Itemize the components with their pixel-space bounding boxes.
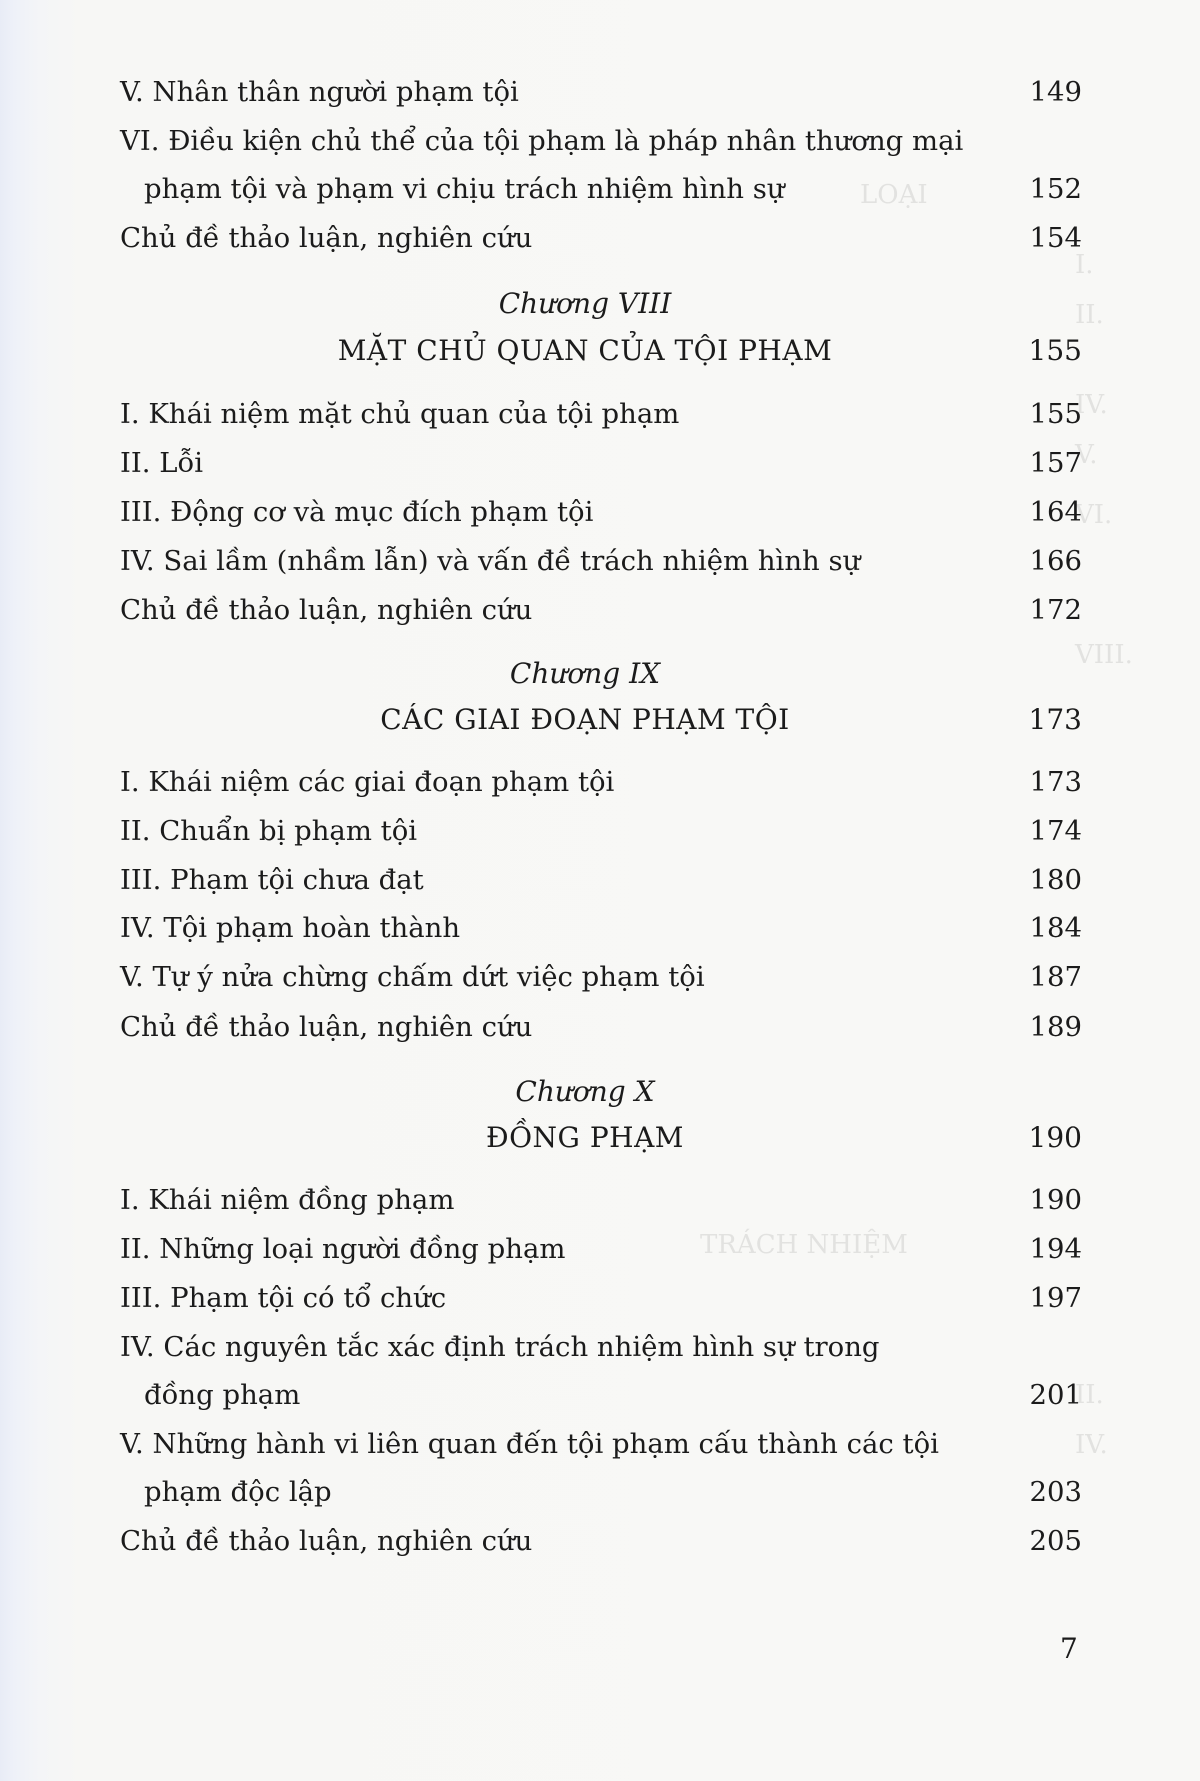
- toc-entry-page: 157: [1029, 447, 1082, 479]
- page-number: 7: [1060, 1632, 1078, 1665]
- toc-entry[interactable]: [120, 1182, 1082, 1218]
- toc-entry[interactable]: [120, 1329, 1082, 1365]
- toc-entry-page: 174: [1029, 815, 1082, 847]
- toc-entry[interactable]: [120, 445, 1082, 481]
- toc-entry-label: IV. Các nguyên tắc xác định trách nhiệm hình sự trong: [120, 1331, 880, 1363]
- toc-entry-page: 149: [1029, 76, 1082, 108]
- toc-entry[interactable]: [120, 396, 1082, 432]
- toc-entry-label: II. Những loại người đồng phạm: [120, 1233, 566, 1265]
- toc-entry[interactable]: [120, 123, 1082, 159]
- toc-entry-continuation[interactable]: [120, 171, 1082, 207]
- toc-entry-page: 189: [1029, 1011, 1082, 1043]
- toc-entry-label: II. Lỗi: [120, 447, 204, 479]
- toc-entry[interactable]: [120, 813, 1082, 849]
- toc-entry-page: 190: [1029, 1184, 1082, 1216]
- chapter-page: 190: [1028, 1121, 1082, 1154]
- toc-entry[interactable]: [120, 74, 1082, 110]
- toc-entry-label: Chủ đề thảo luận, nghiên cứu: [120, 1525, 533, 1557]
- toc-entry-page: 197: [1029, 1282, 1082, 1314]
- toc-entry-page: 205: [1029, 1525, 1082, 1557]
- toc-entry-label: V. Tự ý nửa chừng chấm dứt việc phạm tội: [120, 961, 705, 993]
- toc-entry[interactable]: [120, 1231, 1082, 1267]
- toc-entry-label: II. Chuẩn bị phạm tội: [120, 815, 418, 847]
- toc-entry[interactable]: [120, 592, 1082, 628]
- toc-entry-label: III. Động cơ và mục đích phạm tội: [120, 496, 594, 528]
- toc-entry-label: Chủ đề thảo luận, nghiên cứu: [120, 1011, 533, 1043]
- toc-entry-label: VI. Điều kiện chủ thể của tội phạm là pháp nhân thương mại: [120, 125, 964, 157]
- toc-entry-page: 180: [1029, 864, 1082, 896]
- toc-entry[interactable]: [120, 959, 1082, 995]
- toc-entry[interactable]: [120, 1426, 1082, 1462]
- toc-entry-label: I. Khái niệm mặt chủ quan của tội phạm: [120, 398, 680, 430]
- chapter-title: ĐỒNG PHẠM: [486, 1121, 684, 1154]
- toc-entry[interactable]: [120, 764, 1082, 800]
- chapter-page: 173: [1028, 703, 1082, 736]
- chapter-title: MẶT CHỦ QUAN CỦA TỘI PHẠM: [337, 334, 833, 367]
- toc-entry[interactable]: [120, 543, 1082, 579]
- toc-entry-page: 164: [1029, 496, 1082, 528]
- toc-entry-label: đồng phạm: [144, 1379, 301, 1411]
- toc-entry-page: 184: [1029, 912, 1082, 944]
- toc-entry-page: 173: [1029, 766, 1082, 798]
- chapter-label: Chương IX: [509, 657, 661, 690]
- toc-entry-page: 187: [1029, 961, 1082, 993]
- toc-entry-label: Chủ đề thảo luận, nghiên cứu: [120, 222, 533, 254]
- toc-entry-page: 194: [1029, 1233, 1082, 1265]
- toc-entry-page: 154: [1029, 222, 1082, 254]
- table-of-contents: [120, 0, 1082, 1781]
- chapter-title: CÁC GIAI ĐOẠN PHẠM TỘI: [380, 703, 790, 736]
- chapter-page: 155: [1028, 334, 1082, 367]
- toc-entry-label: IV. Tội phạm hoàn thành: [120, 912, 461, 944]
- toc-entry-label: I. Khái niệm các giai đoạn phạm tội: [120, 766, 615, 798]
- toc-entry-page: 201: [1029, 1379, 1082, 1411]
- toc-entry[interactable]: [120, 494, 1082, 530]
- chapter-label: Chương VIII: [498, 287, 672, 320]
- toc-entry-label: III. Phạm tội chưa đạt: [120, 864, 424, 896]
- toc-entry-page: 172: [1029, 594, 1082, 626]
- toc-entry-label: phạm độc lập: [144, 1476, 332, 1508]
- toc-entry-label: I. Khái niệm đồng phạm: [120, 1184, 455, 1216]
- toc-entry-label: IV. Sai lầm (nhầm lẫn) và vấn đề trách nhiệm hình sự: [120, 545, 861, 577]
- toc-entry[interactable]: [120, 862, 1082, 898]
- toc-entry-page: 152: [1029, 173, 1082, 205]
- toc-entry[interactable]: [120, 1523, 1082, 1559]
- toc-entry-page: 166: [1029, 545, 1082, 577]
- toc-entry-page: 155: [1029, 398, 1082, 430]
- toc-entry-label: phạm tội và phạm vi chịu trách nhiệm hình sự: [144, 173, 785, 205]
- toc-entry[interactable]: [120, 910, 1082, 946]
- toc-entry[interactable]: [120, 1009, 1082, 1045]
- toc-entry-label: V. Những hành vi liên quan đến tội phạm cấu thành các tội: [120, 1428, 939, 1460]
- toc-entry-label: III. Phạm tội có tổ chức: [120, 1282, 447, 1314]
- toc-entry-continuation[interactable]: [120, 1474, 1082, 1510]
- toc-entry-label: Chủ đề thảo luận, nghiên cứu: [120, 594, 533, 626]
- toc-entry[interactable]: [120, 1280, 1082, 1316]
- chapter-label: Chương X: [515, 1075, 655, 1108]
- toc-entry-page: 203: [1029, 1476, 1082, 1508]
- toc-entry-continuation[interactable]: [120, 1377, 1082, 1413]
- toc-entry-label: V. Nhân thân người phạm tội: [120, 76, 519, 108]
- toc-entry[interactable]: [120, 220, 1082, 256]
